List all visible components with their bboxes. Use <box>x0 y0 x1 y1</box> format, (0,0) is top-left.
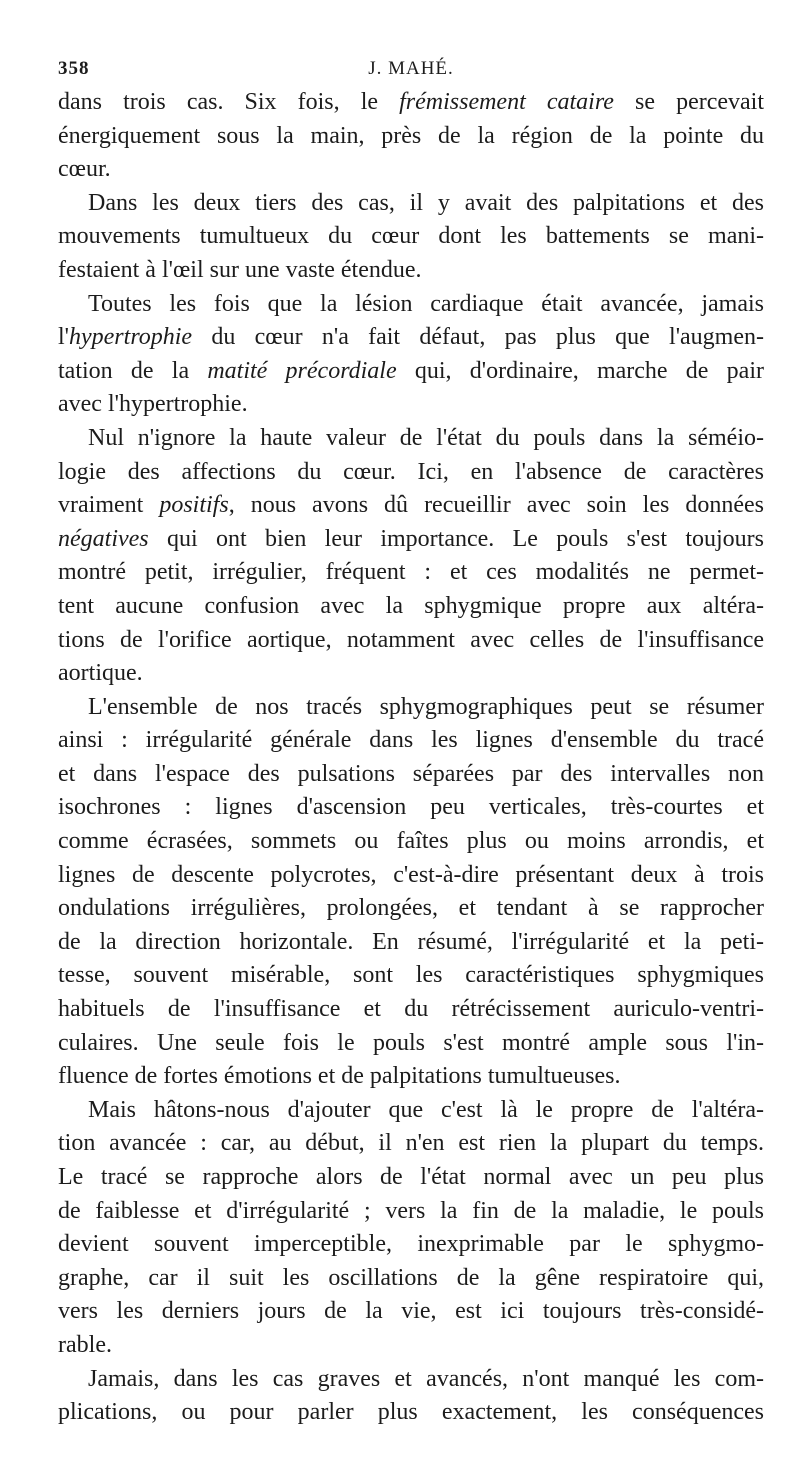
text-line: L'ensemble de nos tracés sphygmographiques peut se résumer <box>88 693 764 720</box>
paragraph <box>58 86 764 187</box>
text-line: et dans l'espace des pulsations séparées par des intervalles non <box>58 760 764 787</box>
text-line: énergiquement sous la main, près de la région de la pointe du <box>58 122 764 149</box>
paragraph <box>58 691 764 1094</box>
running-title: J. MAHÉ. <box>368 58 454 79</box>
text-line: tions de l'orifice aortique, notamment avec celles de l'insuffisance <box>58 626 764 653</box>
body-text <box>58 86 764 1430</box>
text-line: Mais hâtons-nous d'ajouter que c'est là le propre de l'altéra- <box>88 1096 764 1123</box>
paragraph <box>58 288 764 422</box>
text-line: lignes de descente polycrotes, c'est-à-dire présentant deux à trois <box>58 861 764 888</box>
text-line: Le tracé se rapproche alors de l'état normal avec un peu plus <box>58 1164 764 1190</box>
text-line: comme écrasées, sommets ou faîtes plus ou moins arrondis, et <box>58 828 764 855</box>
text-line: devient souvent imperceptible, inexprimable par le sphygmo- <box>58 1231 764 1258</box>
text-line: festaient à l'œil sur une vaste étendue. <box>58 256 422 283</box>
text-line: vers les derniers jours de la vie, est ici toujours très-considé- <box>58 1298 764 1325</box>
text-line: l'hypertrophie du cœur n'a fait défaut, pas plus que l'augmen- <box>58 324 764 351</box>
text-line: négatives qui ont bien leur importance. Le pouls s'est toujours <box>58 525 764 552</box>
text-line: Dans les deux tiers des cas, il y avait des palpitations et des <box>88 189 764 216</box>
paragraph <box>58 1094 764 1363</box>
book-page <box>58 56 764 1430</box>
running-head <box>58 56 764 86</box>
text-line: plications, ou pour parler plus exactement, les conséquences <box>58 1399 764 1426</box>
text-line: aortique. <box>58 660 143 687</box>
text-line: cœur. <box>58 156 111 183</box>
text-line: avec l'hypertrophie. <box>58 391 248 418</box>
text-line: tent aucune confusion avec la sphygmique propre aux altéra- <box>58 592 764 619</box>
text-line: tesse, souvent misérable, sont les caractéristiques sphygmiques <box>58 962 764 989</box>
text-line: tion avancée : car, au début, il n'en est rien la plupart du temps. <box>58 1130 764 1157</box>
text-line: montré petit, irrégulier, fréquent : et ces modalités ne permet- <box>58 559 764 586</box>
text-line: de faiblesse et d'irrégularité ; vers la fin de la maladie, le pouls <box>58 1197 764 1224</box>
text-line: rable. <box>58 1331 112 1358</box>
text-line: mouvements tumultueux du cœur dont les battements se mani- <box>58 223 764 250</box>
paragraph <box>58 422 764 691</box>
text-line: Jamais, dans les cas graves et avancés, n'ont manqué les com- <box>88 1365 764 1392</box>
text-line: Nul n'ignore la haute valeur de l'état du pouls dans la séméio- <box>88 424 764 451</box>
text-line: isochrones : lignes d'ascension peu verticales, très-courtes et <box>58 794 764 821</box>
paragraph <box>58 187 764 288</box>
text-line: fluence de fortes émotions et de palpitations tumultueuses. <box>58 1063 621 1090</box>
text-line: ondulations irrégulières, prolongées, et tendant à se rapprocher <box>58 895 764 922</box>
text-line: vraiment positifs, nous avons dû recueillir avec soin les données <box>58 492 764 519</box>
text-line: habituels de l'insuffisance et du rétrécissement auriculo-ventri- <box>58 996 764 1023</box>
text-line: culaires. Une seule fois le pouls s'est montré ample sous l'in- <box>58 1029 764 1056</box>
text-line: tation de la matité précordiale qui, d'ordinaire, marche de pair <box>58 357 764 384</box>
paragraph <box>58 1363 764 1430</box>
text-line: graphe, car il suit les oscillations de la gêne respiratoire qui, <box>58 1264 764 1291</box>
text-line: ainsi : irrégularité générale dans les lignes d'ensemble du tracé <box>58 727 764 754</box>
text-line: dans trois cas. Six fois, le frémissement cataire se percevait <box>58 89 765 115</box>
text-line: Toutes les fois que la lésion cardiaque était avancée, jamais <box>88 290 764 317</box>
text-line: logie des affections du cœur. Ici, en l'absence de caractères <box>58 458 764 485</box>
text-line: de la direction horizontale. En résumé, l'irrégularité et la peti- <box>58 928 764 955</box>
page-number: 358 <box>58 58 90 79</box>
